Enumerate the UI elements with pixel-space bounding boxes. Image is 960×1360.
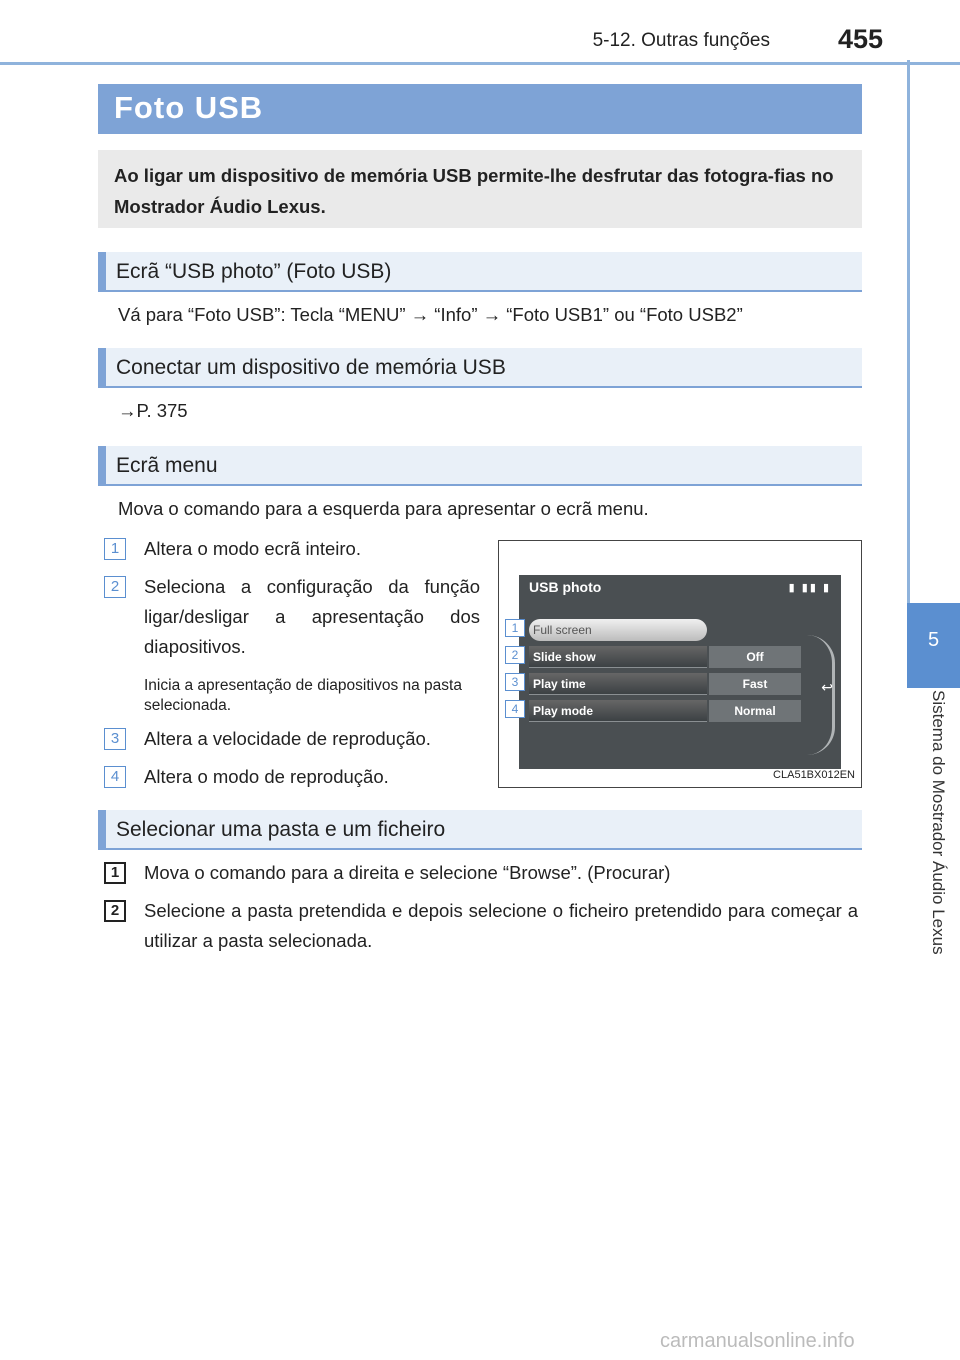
heading-menu: Ecrã menu [98,446,862,486]
menu-row-play-mode[interactable]: Play mode [529,700,707,722]
callout-number: 4 [104,766,126,788]
menu-row-play-time[interactable]: Play time [529,673,707,695]
menu-intro-text: Mova o comando para a esquerda para apresentar o ecrã menu. [118,498,649,519]
menu-row-full-screen[interactable]: Full screen [529,619,707,641]
page-title-bar [98,84,862,134]
display-screen [511,575,841,769]
running-header-section: 5-12. Outras funções [592,30,770,51]
step-text: Mova o comando para a direita e selecione “Browse”. (Procurar) [144,862,671,883]
connect-page-ref[interactable]: →P. 375 [118,400,188,421]
screen-title: USB photo [529,579,602,595]
chapter-title: Sistema do Mostrador Áudio Lexus [929,690,948,955]
usb-photo-screenshot [498,540,862,788]
step-number: 1 [104,862,126,884]
heading-select: Selecionar uma pasta e um ficheiro [98,810,862,850]
callout-number: 3 [104,728,126,750]
side-rule [907,60,910,605]
heading-connect: Conectar um dispositivo de memória USB [98,348,862,388]
page-number: 455 [838,24,884,54]
callout-number: 2 [505,646,525,664]
usb-photo-text: Vá para “Foto USB”: Tecla “MENU” → “Info” → “Foto USB1” ou “Foto USB2” [118,304,743,325]
header-rule [0,62,960,65]
callout-number: 3 [505,673,525,691]
figure-code: CLA51BX012EN [773,769,855,781]
play-time-value: Fast [709,673,801,695]
slide-show-value: Off [709,646,801,668]
step-text: Selecione a pasta pretendida e depois selecione o ficheiro pretendido para começar a utilizar a pasta selecionada. [144,900,858,951]
menu-item-text: Seleciona a configuração da função ligar/desligar a apresentação dos diapositivos. [144,576,480,657]
intro-box: Ao ligar um dispositivo de memória USB permite-lhe desfrutar das fotogra-fias no Mostrador Áudio Lexus. [98,150,862,228]
menu-row-slide-show[interactable]: Slide show [529,646,707,668]
callout-number: 4 [505,700,525,718]
heading-usb-photo: Ecrã “USB photo” (Foto USB) [98,252,862,292]
page-title: Foto USB [114,90,264,125]
menu-note: Inicia a apresentação de diapositivos na pasta selecionada. [144,677,462,714]
menu-item-text: Altera o modo de reprodução. [144,766,389,787]
callout-number: 1 [104,538,126,560]
menu-item-text: Altera o modo ecrã inteiro. [144,538,361,559]
footer-watermark: carmanualsonline.info [660,1330,855,1352]
menu-item-text: Altera a velocidade de reprodução. [144,728,431,749]
status-icons: ▮ ▮▮ ▮ [788,582,831,594]
back-icon[interactable]: ↩ [821,679,833,695]
step-number: 2 [104,900,126,922]
callout-number: 1 [505,619,525,637]
play-mode-value: Normal [709,700,801,722]
callout-number: 2 [104,576,126,598]
chapter-tab[interactable]: 5 [907,603,960,688]
